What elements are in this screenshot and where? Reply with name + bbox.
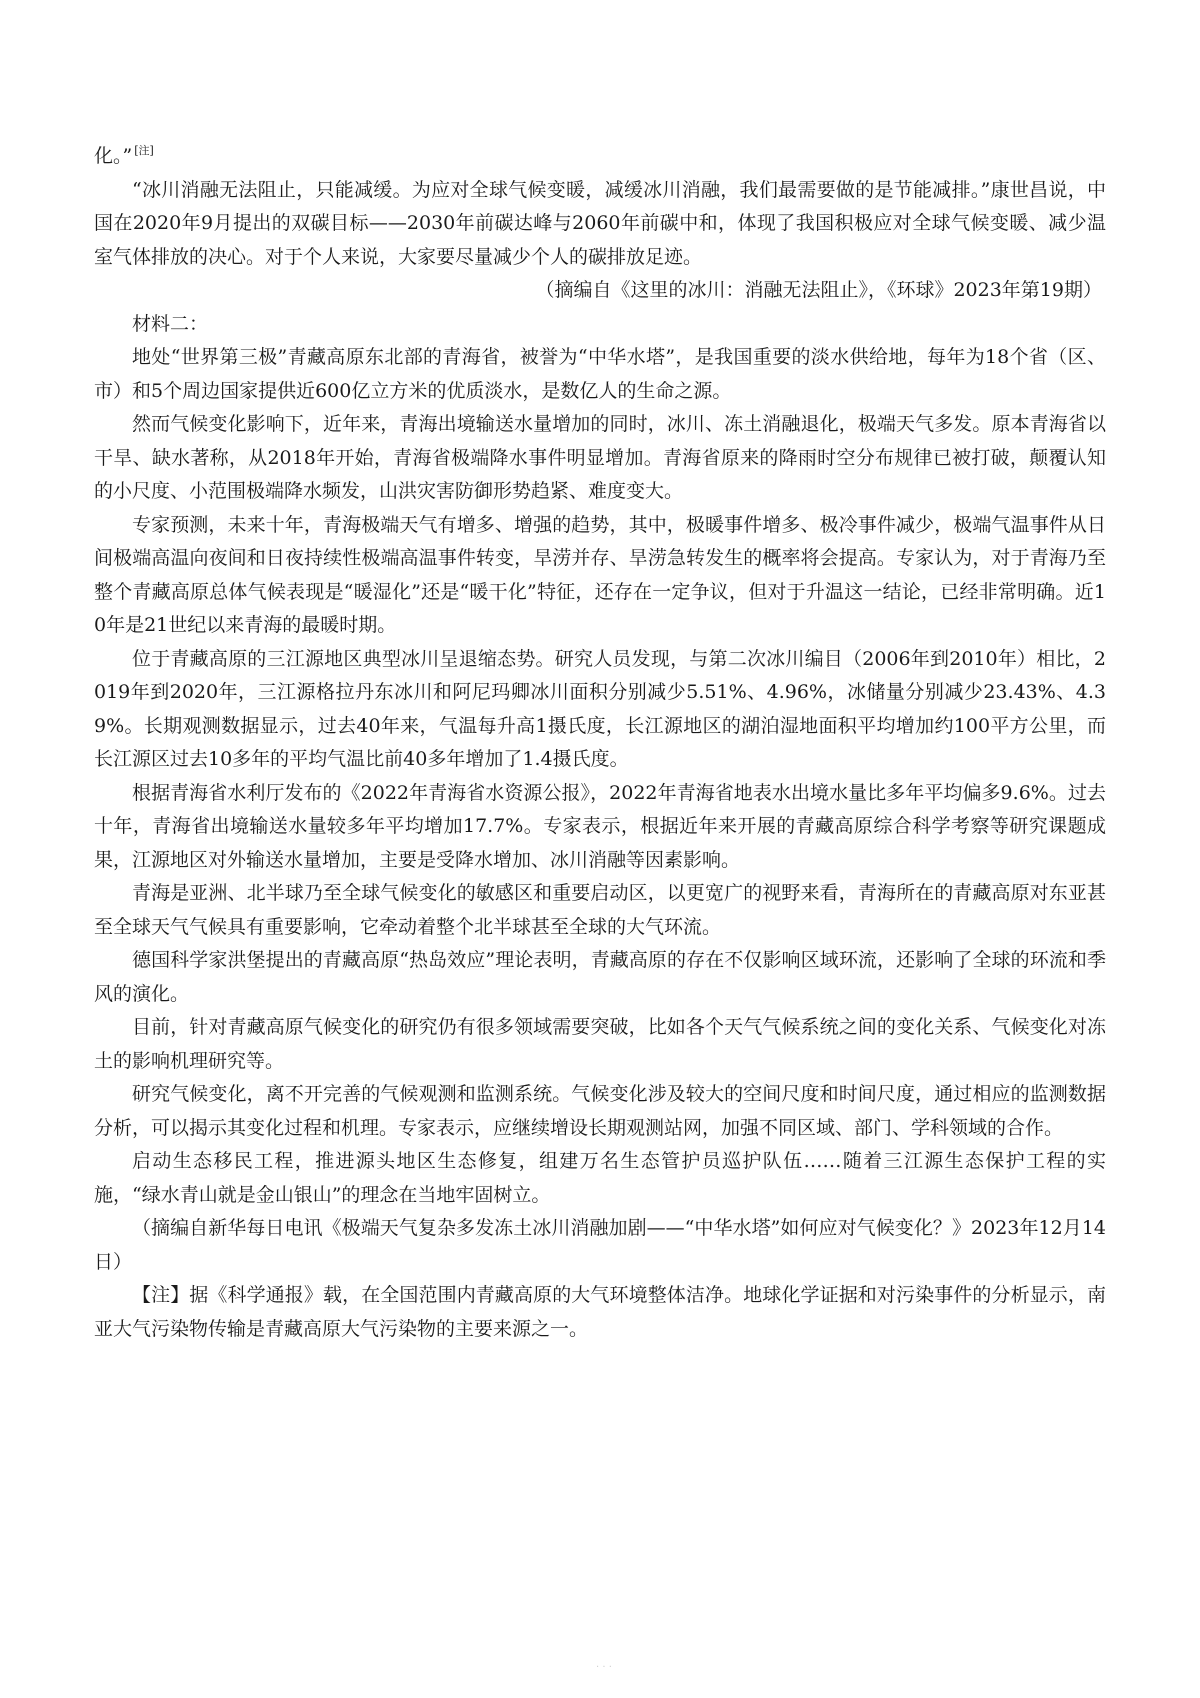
page-footer-dots: · · · (596, 1662, 612, 1673)
footnote-marker: [注] (134, 144, 154, 157)
paragraph: 位于青藏高原的三江源地区典型冰川呈退缩态势。研究人员发现，与第二次冰川编目（2006年到2010年）相比，2019年到2020年，三江源格拉丹东冰川和阿尼玛卿冰川面积分别减少5.51%、4.96%，冰储量分别减少23.43%、4.39%。长期观测数据显示，过去40年来，气温每升高1摄氏度，长江源地区的湖泊湿地面积平均增加约100平方公里，而长江源区过去10多年的平均气温比前40多年增加了1.4摄氏度。 (94, 647, 1106, 770)
paragraph: 目前，针对青藏高原气候变化的研究仍有很多领域需要突破，比如各个天气气候系统之间的变化关系、气候变化对冻土的影响机理研究等。 (94, 1016, 1106, 1072)
source-citation: （摘编自《这里的冰川：消融无法阻止》，《环球》2023年第19期） (535, 279, 1102, 301)
section-heading: 材料二： (132, 312, 209, 335)
footnote: 【注】据《科学通报》载，在全国范围内青藏高原的大气环境整体洁净。地球化学证据和对污染事件的分析显示，南亚大气污染物传输是青藏高原大气污染物的主要来源之一。 (94, 1284, 1106, 1340)
paragraph: “冰川消融无法阻止，只能减缓。为应对全球气候变暖，减缓冰川消融，我们最需要做的是节能减排。”康世昌说，中国在2020年9月提出的双碳目标——2030年前碳达峰与2060年前碳中和，体现了我国积极应对全球气候变暖、减少温室气体排放的决心。对于个人来说，大家要尽量减少个人的碳排放足迹。 (94, 178, 1106, 268)
paragraph: 青海是亚洲、北半球乃至全球气候变化的敏感区和重要启动区，以更宽广的视野来看，青海所在的青藏高原对东亚甚至全球天气气候具有重要影响，它牵动着整个北半球甚至全球的大气环流。 (94, 882, 1106, 938)
paragraph: 启动生态移民工程，推进源头地区生态修复，组建万名生态管护员巡护队伍……随着三江源生态保护工程的实施，“绿水青山就是金山银山”的理念在当地牢固树立。 (94, 1150, 1106, 1206)
paragraph: 地处“世界第三极”青藏高原东北部的青海省，被誉为“中华水塔”，是我国重要的淡水供给地，每年为18个省（区、市）和5个周边国家提供近600亿立方米的优质淡水，是数亿人的生命之源。 (94, 346, 1106, 402)
paragraph: 研究气候变化，离不开完善的气候观测和监测系统。气候变化涉及较大的空间尺度和时间尺度，通过相应的监测数据分析，可以揭示其变化过程和机理。专家表示，应继续增设长期观测站网，加强不同区域、部门、学科领域的合作。 (94, 1083, 1106, 1139)
article-body (94, 134, 1106, 1346)
source-citation: （摘编自新华每日电讯《极端天气复杂多发冻土冰川消融加剧——“中华水塔”如何应对气候变化？》2023年12月14日） (94, 1217, 1106, 1273)
paragraph-continuation (94, 134, 1106, 174)
paragraph: 根据青海省水利厅发布的《2022年青海省水资源公报》，2022年青海省地表水出境水量比多年平均偏多9.6%。过去十年，青海省出境输送水量较多年平均增加17.7%。专家表示，根据近年来开展的青藏高原综合科学考察等研究课题成果，江源地区对外输送水量增加，主要是受降水增加、冰川消融等因素影响。 (94, 781, 1106, 871)
paragraph: 然而气候变化影响下，近年来，青海出境输送水量增加的同时，冰川、冻土消融退化，极端天气多发。原本青海省以干旱、缺水著称，从2018年开始，青海省极端降水事件明显增加。青海省原来的降雨时空分布规律已被打破，颠覆认知的小尺度、小范围极端降水频发，山洪灾害防御形势趋紧、难度变大。 (94, 413, 1106, 502)
paragraph-text: 化。” (94, 145, 133, 167)
paragraph: 德国科学家洪堡提出的青藏高原“热岛效应”理论表明，青藏高原的存在不仅影响区域环流，还影响了全球的环流和季风的演化。 (94, 949, 1106, 1005)
paragraph: 专家预测，未来十年，青海极端天气有增多、增强的趋势，其中，极暖事件增多、极冷事件减少，极端气温事件从日间极端高温向夜间和日夜持续性极端高温事件转变，旱涝并存、旱涝急转发生的概率将会提高。专家认为，对于青海乃至整个青藏高原总体气候表现是“暖湿化”还是“暖干化”特征，还存在一定争议，但对于升温这一结论，已经非常明确。近10年是21世纪以来青海的最暖时期。 (94, 513, 1106, 636)
